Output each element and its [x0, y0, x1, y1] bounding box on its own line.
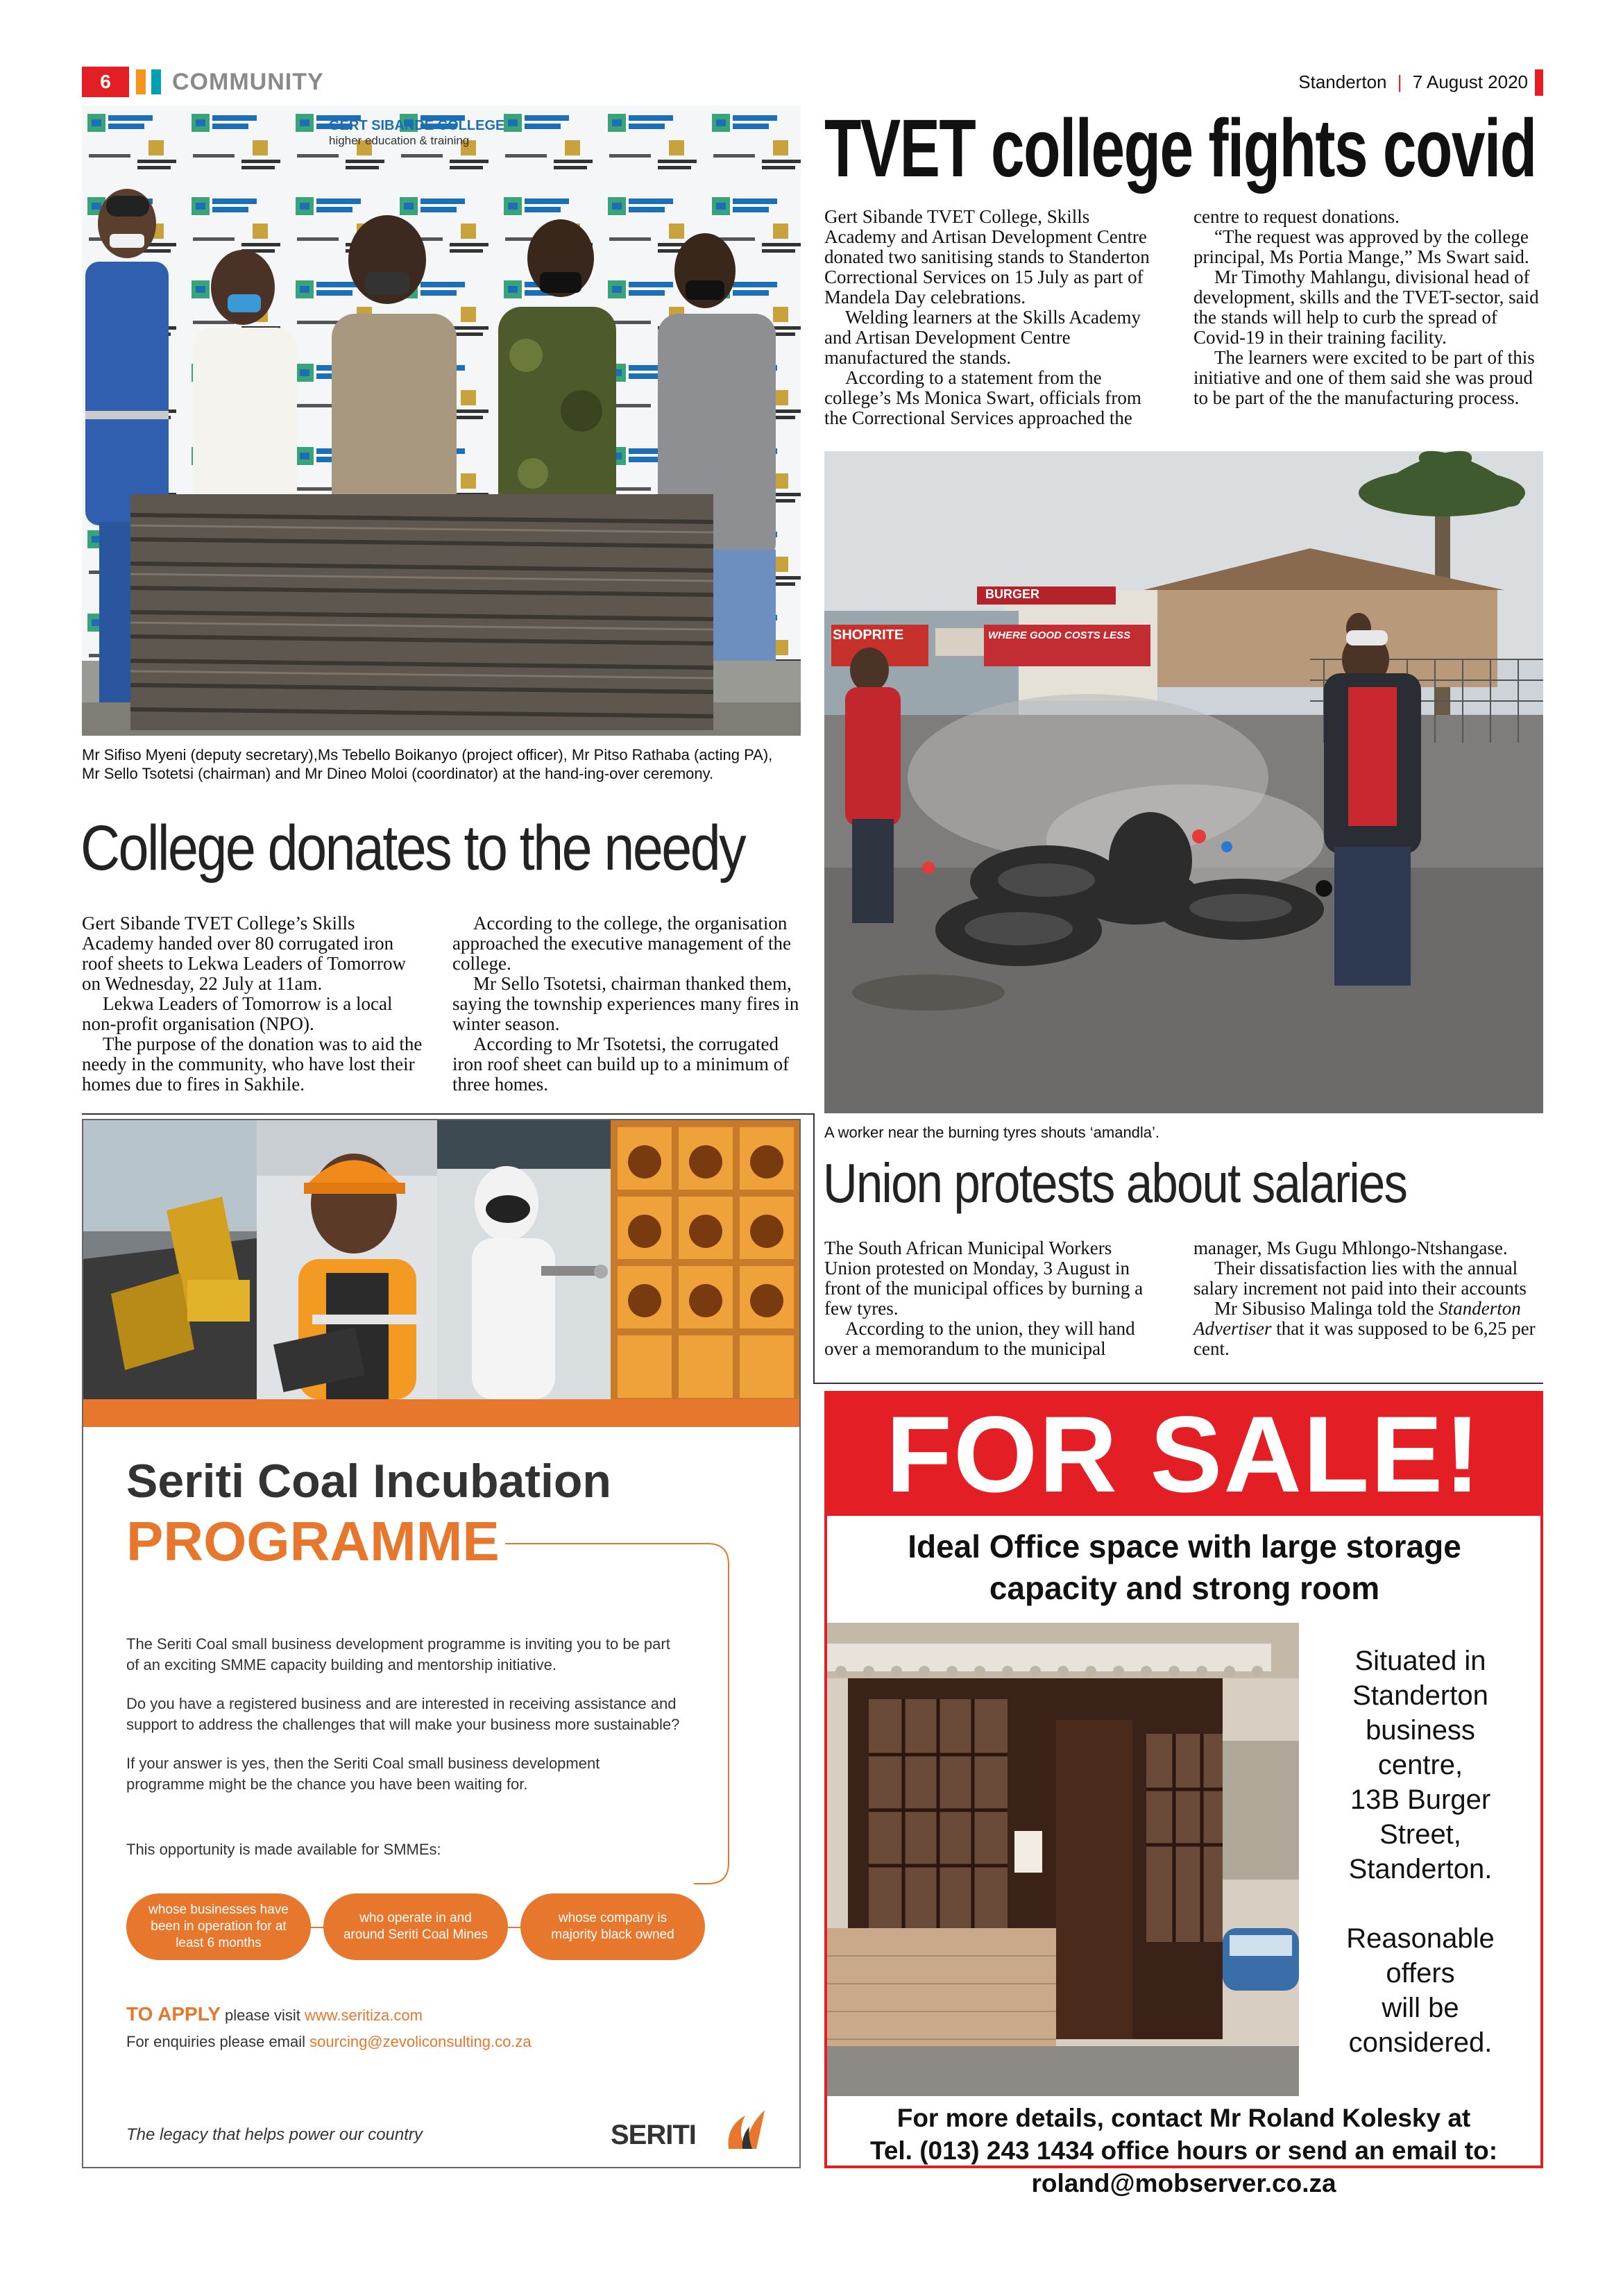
union-col2-para: manager, Ms Gugu Mhlongo-Ntshangase. [1193, 1238, 1508, 1258]
header-orange-bar [136, 69, 146, 94]
for-sale-subtitle: Ideal Office space with large storage capacity and strong room [908, 1528, 1461, 1606]
donation-col1-para: Lekwa Leaders of Tomorrow is a local non-profit organisation (NPO). [82, 993, 393, 1034]
newspaper-name: Standerton Advertiser [1193, 1298, 1521, 1339]
contact-email[interactable]: roland@mobserver.co.za [1031, 2169, 1336, 2197]
donation-col2-para: According to the college, the organisation approached the executive management of the college. [452, 913, 792, 974]
page-number: 6 [82, 67, 129, 97]
location-line: Situated in [1354, 1646, 1486, 1676]
for-sale-location [1306, 1644, 1535, 1886]
location-line: 13B Burger [1350, 1784, 1491, 1815]
union-frame-top [82, 1113, 815, 1115]
seriti-programme: PROGRAMME [126, 1510, 500, 1572]
seriti-tagline: The legacy that helps power our country [126, 2125, 423, 2144]
seriti-apply-label: TO APPLY [126, 2003, 221, 2025]
tvet-col2-para: “The request was approved by the college principal, Ms Portia Mange,” Ms Swart said. [1193, 226, 1529, 267]
seriti-logo [611, 2106, 777, 2154]
for-sale-building-photo [827, 1623, 1299, 2096]
donation-photo-caption: Mr Sifiso Myeni (deputy secretary),Ms Tebello Boikanyo (project officer), Mr Pitso Rathaba (acting PA), Mr Sello Tsotetsi (chairman) and Mr Dineo Moloi (coordinator) at the hand-ing-over ceremony. [82, 746, 773, 782]
offers-line: offers [1386, 1958, 1455, 1989]
union-headline: Union protests about salaries [823, 1152, 1407, 1214]
tvet-col1-para: Gert Sibande TVET College, Skills Academy and Artisan Development Centre donated two sanitising stands to Standerton Correctional Services on 15 July as part of Mandela Day celebrations. [824, 206, 1150, 307]
union-frame-bottom [813, 1383, 1543, 1384]
backdrop-college-name: GERT SIBANDE COLLEGE [329, 118, 505, 133]
seriti-title: Seriti Coal Incubation [126, 1455, 611, 1508]
seriti-answer: If your answer is yes, then the Seriti Coal small business development programme might be the chance you have been waiting for. [126, 1755, 600, 1793]
dateline-separator: | [1397, 71, 1402, 92]
seriti-pill-text: who operate in and around Seriti Coal Mines [343, 1911, 488, 1942]
page-header [82, 67, 1543, 97]
header-teal-bar [151, 69, 161, 94]
seriti-enquiries-text: For enquiries please email [126, 2033, 306, 2050]
tvet-col1-para: According to a statement from the college’s Ms Monica Swart, officials from the Correctional Services approached the [824, 367, 1141, 428]
for-sale-banner [827, 1394, 1540, 1516]
tvet-column-2 [1193, 207, 1543, 408]
union-col2-para [1193, 1299, 1543, 1359]
donation-column-1 [82, 913, 429, 1095]
dateline-town: Standerton [1298, 71, 1387, 92]
contact-line: Tel. (013) 243 1434 office hours or send an email to: [869, 2136, 1498, 2165]
tvet-col1-para: Welding learners at the Skills Academy and Artisan Development Centre manufactured the stands. [824, 307, 1141, 368]
union-column-2 [1193, 1238, 1543, 1359]
location-line: Street, [1379, 1819, 1461, 1850]
dateline-date: 7 August 2020 [1412, 71, 1528, 92]
for-sale-contact [827, 2102, 1540, 2200]
seriti-apply-text: please visit [225, 2007, 300, 2024]
location-line: business [1366, 1715, 1475, 1746]
union-col2-text-b: that it was supposed to be 6,25 per cent. [1193, 1318, 1536, 1359]
protest-sign-burger: BURGER [985, 587, 1040, 601]
offers-line: will be [1382, 1993, 1459, 2023]
protest-photo [824, 451, 1543, 1113]
location-line: centre, [1377, 1750, 1463, 1780]
protest-sign-shoprite: SHOPRITE [833, 627, 904, 643]
for-sale-title: FOR SALE! [885, 1394, 1482, 1515]
location-line: Standerton [1352, 1680, 1488, 1711]
location-line: Standerton. [1348, 1854, 1493, 1884]
backdrop-logo-text [329, 118, 504, 149]
seriti-question: Do you have a registered business and are interested in receiving assistance and support to address the challenges that will make your business more sustainable? [126, 1695, 680, 1733]
donation-headline: College donates to the needy [80, 813, 745, 884]
dateline [1298, 67, 1528, 97]
contact-line: For more details, contact Mr Roland Kolesky at [897, 2104, 1471, 2132]
protest-sign-slogan: WHERE GOOD COSTS LESS [988, 630, 1131, 641]
union-column-1 [824, 1238, 1162, 1359]
donation-col1-para: The purpose of the donation was to aid the needy in the community, who have lost their homes due to fires in Sakhile. [82, 1033, 423, 1095]
donation-col1-para: Gert Sibande TVET College’s Skills Academy handed over 80 corrugated iron roof sheets to Lekwa Leaders of Tomorrow on Wednesday, 22 July at 11am. [82, 913, 406, 994]
tvet-col2-para: centre to request donations. [1193, 206, 1400, 227]
donation-col2-para: According to Mr Tsotetsi, the corrugated iron roof sheet can build up to a minimum of three homes. [452, 1033, 790, 1095]
union-col2-para: Their dissatisfaction lies with the annual salary increment not paid into their accounts [1193, 1258, 1527, 1299]
seriti-advert [82, 1119, 801, 2168]
for-sale-advert [824, 1391, 1543, 2197]
donation-photo [82, 105, 801, 736]
tvet-column-1 [824, 207, 1162, 428]
seriti-pill-text: whose company is majority black owned [551, 1911, 674, 1942]
seriti-pill-text: whose businesses have been in operation for at least 6 months [148, 1902, 289, 1950]
seriti-pill [126, 1893, 311, 1960]
union-col2-text-a: Mr Sibusiso Malinga told the [1214, 1298, 1439, 1319]
for-sale-offers [1306, 1921, 1535, 2060]
donation-col2-para: Mr Sello Tsotetsi, chairman thanked them, saying the township experiences many fires in winter season. [452, 973, 799, 1034]
backdrop-dept-name: higher education & training [329, 134, 470, 147]
seriti-logo-text: SERITI [611, 2120, 696, 2150]
seriti-pill [323, 1893, 508, 1960]
union-col1-para: The South African Municipal Workers Union protested on Monday, 3 August in front of the municipal offices by burning a few tyres. [824, 1238, 1144, 1319]
seriti-flame-icon [722, 2106, 772, 2154]
seriti-enquiries [126, 2031, 532, 2053]
protest-photo-caption: A worker near the burning tyres shouts ‘amandla’. [824, 1124, 1160, 1141]
offers-line: considered. [1348, 2027, 1493, 2058]
donation-column-2 [452, 913, 801, 1095]
seriti-pill [520, 1893, 705, 1960]
offers-line: Reasonable [1346, 1923, 1495, 1954]
seriti-available: This opportunity is made available for SMMEs: [126, 1841, 441, 1858]
tvet-col2-para: The learners were excited to be part of this initiative and one of them said she was proud to be part of the the manufacturing process. [1193, 347, 1535, 408]
union-frame-left [813, 1113, 815, 1384]
union-col1-para: According to the union, they will hand over a memorandum to the municipal [824, 1318, 1135, 1359]
header-red-tab [1535, 69, 1543, 96]
seriti-apply-url[interactable]: www.seritiza.com [305, 2007, 423, 2024]
seriti-apply [126, 2003, 423, 2027]
seriti-enquiries-email[interactable]: sourcing@zevoliconsulting.co.za [309, 2033, 532, 2050]
tvet-headline: TVET college fights covid [824, 103, 1536, 194]
seriti-intro: The Seriti Coal small business development programme is inviting you to be part of an exciting SMME capacity building and mentorship initiative. [126, 1635, 670, 1673]
section-name: COMMUNITY [172, 69, 324, 95]
tvet-col2-para: Mr Timothy Mahlangu, divisional head of development, skills and the TVET-sector, said the stands will help to curb the spread of Covid-19 in their training facility. [1193, 267, 1539, 348]
